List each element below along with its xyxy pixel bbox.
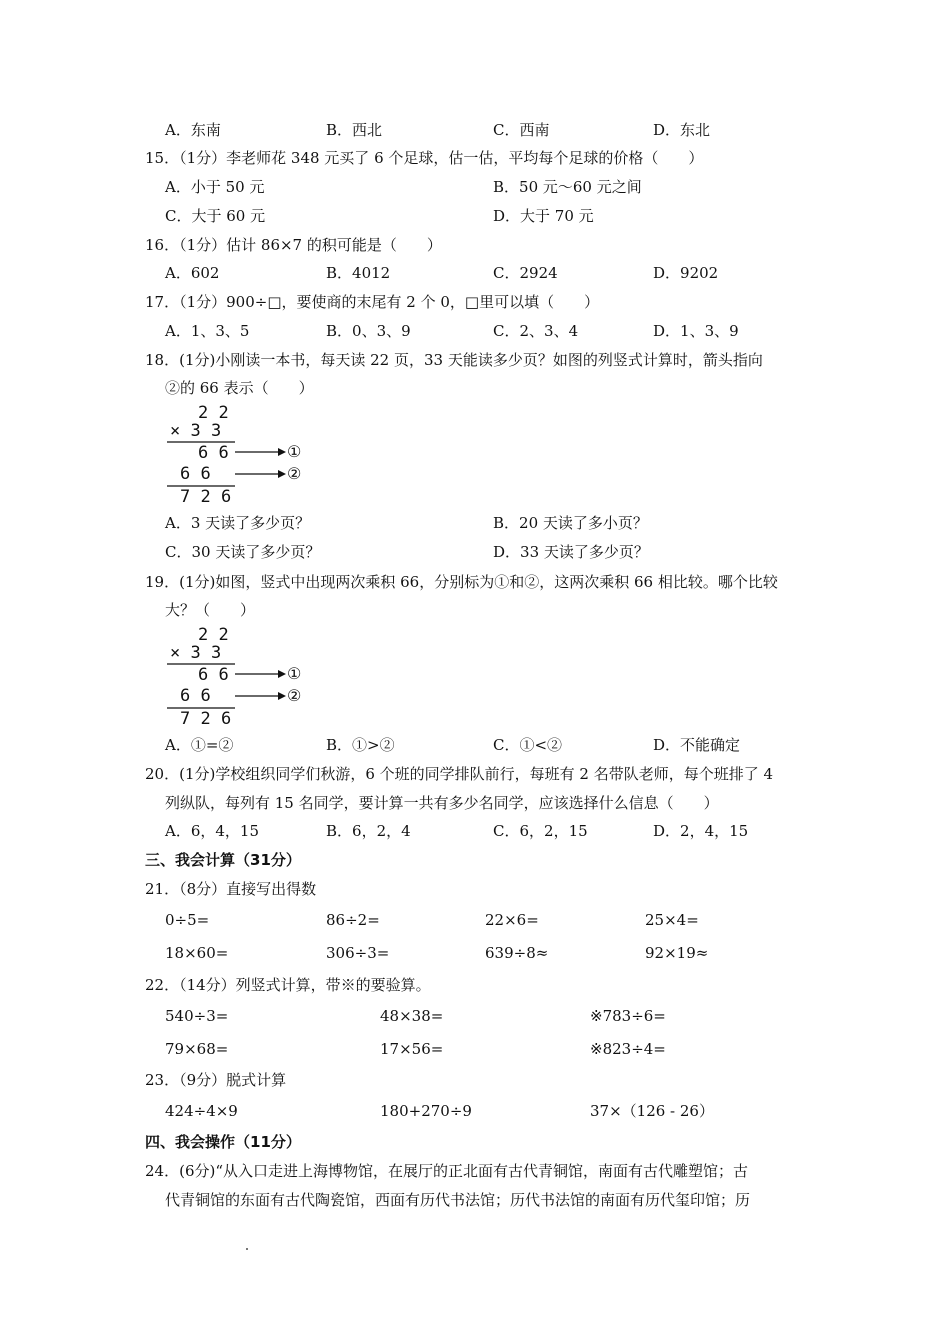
q19-arrowhead-1 xyxy=(278,670,286,678)
q22-item: ※783÷6= xyxy=(590,1007,666,1025)
q14-option-d: D．东北 xyxy=(653,121,711,139)
q18-multiplicand: 2 2 xyxy=(198,403,229,423)
q23-item: 180+270÷9 xyxy=(380,1102,472,1120)
q21-item: 18×60= xyxy=(165,944,229,962)
q18-vertical-calculation xyxy=(165,403,315,513)
q20-option-b: B．6，2，4 xyxy=(326,822,411,840)
q16-option-d: D．9202 xyxy=(653,264,719,282)
q18-partial-2: 6 6 xyxy=(180,464,211,484)
q21-item: 0÷5= xyxy=(165,911,210,929)
q17-option-a: A．1、3、5 xyxy=(165,322,250,340)
q19-arrowhead-2 xyxy=(278,692,286,700)
q18-marker-2: ② xyxy=(287,464,302,483)
q20-stem-line2: 列纵队，每列有 15 名同学，要计算一共有多少名同学，应该选择什么信息（ ） xyxy=(165,794,719,812)
q22-item: 48×38= xyxy=(380,1007,444,1025)
q18-stem-line2: ②的 66 表示（ ） xyxy=(165,379,314,397)
q23-stem: 23．（9分）脱式计算 xyxy=(145,1071,287,1089)
q17-option-b: B．0、3、9 xyxy=(326,322,411,340)
q19-partial-2: 6 6 xyxy=(180,686,211,706)
q21-item: 22×6= xyxy=(485,911,539,929)
q22-item: ※823÷4= xyxy=(590,1040,666,1058)
q19-product: 7 2 6 xyxy=(180,709,232,729)
q20-option-a: A．6，4，15 xyxy=(165,822,260,840)
scan-speck xyxy=(246,1248,248,1250)
q18-marker-1: ① xyxy=(287,442,302,461)
q16-stem: 16．（1分）估计 86×7 的积可能是（ ） xyxy=(145,236,442,254)
q16-option-c: C．2924 xyxy=(493,264,558,282)
q14-option-a: A．东南 xyxy=(165,121,221,139)
q20-option-c: C．6，2，15 xyxy=(493,822,588,840)
q14-option-b: B．西北 xyxy=(326,121,383,139)
q15-option-a: A．小于 50 元 xyxy=(165,178,265,196)
q17-option-d: D．1、3、9 xyxy=(653,322,739,340)
q18-option-a: A．3 天读了多少页？ xyxy=(165,514,311,532)
q24-stem-line1: 24．(6分)“从入口走进上海博物馆，在展厅的正北面有古代青铜馆，南面有古代雕塑馆；古 xyxy=(145,1162,749,1180)
q19-option-a: A．①=② xyxy=(165,736,234,754)
q21-stem: 21．（8分）直接写出得数 xyxy=(145,880,317,898)
q18-arrowhead-1 xyxy=(278,448,286,456)
q19-stem-line2: 大？（ ） xyxy=(165,601,256,619)
q24-stem-line2: 代青铜馆的东面有古代陶瓷馆，西面有历代书法馆；历代书法馆的南面有历代玺印馆；历 xyxy=(165,1191,751,1209)
q18-arrowhead-2 xyxy=(278,470,286,478)
q22-item: 79×68= xyxy=(165,1040,229,1058)
q21-item: 639÷8≈ xyxy=(485,944,549,962)
q19-stem-line1: 19．(1分)如图，竖式中出现两次乘积 66，分别标为①和②，这两次乘积 66 相比较。哪个比较 xyxy=(145,573,778,591)
q21-item: 86÷2= xyxy=(326,911,380,929)
q18-option-d: D．33 天读了多少页？ xyxy=(493,543,649,561)
q15-stem: 15．（1分）李老师花 348 元买了 6 个足球，估一估，平均每个足球的价格（ ） xyxy=(145,149,704,167)
q16-option-b: B．4012 xyxy=(326,264,391,282)
q21-item: 92×19≈ xyxy=(645,944,709,962)
q19-multiplicand: 2 2 xyxy=(198,625,229,645)
q23-item: 37×（126 - 26） xyxy=(590,1102,714,1120)
q16-option-a: A．602 xyxy=(165,264,220,282)
q17-option-c: C．2、3、4 xyxy=(493,322,579,340)
q20-option-d: D．2，4，15 xyxy=(653,822,749,840)
q19-option-c: C．①<② xyxy=(493,736,563,754)
q17-stem: 17．（1分）900÷□，要使商的末尾有 2 个 0，□里可以填（ ） xyxy=(145,293,600,311)
q14-option-c: C．西南 xyxy=(493,121,550,139)
q19-multiplier: × 3 3 xyxy=(170,643,222,663)
q19-option-d: D．不能确定 xyxy=(653,736,741,754)
q18-product: 7 2 6 xyxy=(180,487,232,507)
q20-stem-line1: 20．(1分)学校组织同学们秋游，6 个班的同学排队前行，每班有 2 名带队老师，每个班排了 4 xyxy=(145,765,774,783)
section-4-heading: 四、我会操作（11分） xyxy=(145,1133,301,1151)
q19-marker-2: ② xyxy=(287,686,302,705)
q18-option-b: B．20 天读了多小页？ xyxy=(493,514,648,532)
q18-option-c: C．30 天读了多少页？ xyxy=(165,543,321,561)
q18-partial-1: 6 6 xyxy=(198,443,229,463)
q19-vertical-calculation xyxy=(165,625,315,735)
q21-item: 25×4= xyxy=(645,911,699,929)
q22-item: 540÷3= xyxy=(165,1007,229,1025)
q15-option-c: C．大于 60 元 xyxy=(165,207,266,225)
section-3-heading: 三、我会计算（31分） xyxy=(145,851,301,869)
q15-option-d: D．大于 70 元 xyxy=(493,207,594,225)
q18-stem-line1: 18．(1分)小刚读一本书，每天读 22 页，33 天能读多少页？如图的列竖式计算时，箭头指向 xyxy=(145,351,763,369)
q18-multiplier: × 3 3 xyxy=(170,421,222,441)
q23-item: 424÷4×9 xyxy=(165,1102,238,1120)
q22-stem: 22．（14分）列竖式计算，带※的要验算。 xyxy=(145,976,431,994)
q22-item: 17×56= xyxy=(380,1040,444,1058)
q19-marker-1: ① xyxy=(287,664,302,683)
q21-item: 306÷3= xyxy=(326,944,390,962)
q15-option-b: B．50 元～60 元之间 xyxy=(493,178,642,196)
q19-option-b: B．①>② xyxy=(326,736,395,754)
q19-partial-1: 6 6 xyxy=(198,665,229,685)
